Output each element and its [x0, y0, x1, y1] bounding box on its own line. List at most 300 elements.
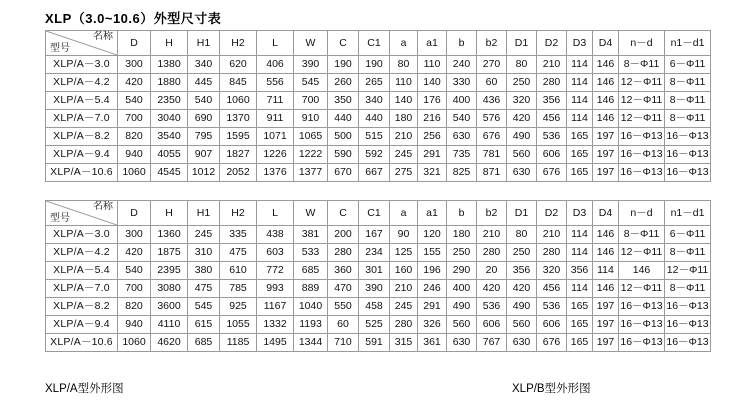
table-cell: 735 — [447, 146, 477, 164]
table-cell: 889 — [294, 280, 328, 298]
table-cell: 676 — [537, 164, 567, 182]
table-cell: 606 — [537, 146, 567, 164]
table-cell: 280 — [537, 244, 567, 262]
table-cell: 16－Φ13 — [665, 128, 711, 146]
table-cell: 114 — [567, 226, 593, 244]
table-cell: 356 — [537, 92, 567, 110]
table-cell: 190 — [328, 56, 359, 74]
table-cell: 576 — [477, 110, 507, 128]
table-cell: 545 — [294, 74, 328, 92]
table-cell: 1040 — [294, 298, 328, 316]
table-cell: 330 — [447, 74, 477, 92]
table-cell: 197 — [593, 334, 619, 352]
table-cell: 540 — [118, 262, 151, 280]
table-cell: 12－Φ11 — [619, 280, 665, 298]
table-cell: 4620 — [151, 334, 188, 352]
table-cell: 280 — [537, 74, 567, 92]
table-cell: 8－Φ11 — [619, 226, 665, 244]
row-model-label: XLP/A－7.0 — [46, 110, 118, 128]
table-cell: 390 — [359, 280, 390, 298]
table-cell: 685 — [188, 334, 220, 352]
table-cell: 1060 — [118, 164, 151, 182]
spec-table-a-container — [45, 30, 711, 182]
table-cell: 8－Φ11 — [665, 74, 711, 92]
table-cell: 4545 — [151, 164, 188, 182]
table-cell: 1222 — [294, 146, 328, 164]
table-cell: 2350 — [151, 92, 188, 110]
table-cell: 16－Φ13 — [619, 164, 665, 182]
table-cell: 993 — [257, 280, 294, 298]
column-header: D3 — [567, 31, 593, 56]
table-cell: 676 — [477, 128, 507, 146]
table-cell: 400 — [447, 92, 477, 110]
column-header: D4 — [593, 201, 619, 226]
column-header: a — [390, 31, 418, 56]
table-cell: 606 — [537, 316, 567, 334]
column-header: b2 — [477, 31, 507, 56]
table-cell: 1193 — [294, 316, 328, 334]
table-cell: 630 — [507, 334, 537, 352]
table-cell: 16－Φ13 — [665, 334, 711, 352]
spec-table-b-container — [45, 200, 711, 352]
table-cell: 772 — [257, 262, 294, 280]
table-cell: 550 — [328, 298, 359, 316]
row-model-label: XLP/A－9.4 — [46, 146, 118, 164]
table-cell: 545 — [188, 298, 220, 316]
table-cell: 540 — [447, 110, 477, 128]
table-cell: 146 — [593, 280, 619, 298]
table-cell: 240 — [447, 56, 477, 74]
table-corner-header — [46, 31, 118, 56]
table-cell: 1376 — [257, 164, 294, 182]
table-cell: 155 — [418, 244, 447, 262]
table-cell: 1060 — [118, 334, 151, 352]
table-cell: 711 — [257, 92, 294, 110]
table-cell: 250 — [507, 74, 537, 92]
table-cell: 1012 — [188, 164, 220, 182]
table-cell: 536 — [477, 298, 507, 316]
table-cell: 176 — [418, 92, 447, 110]
table-cell: 216 — [418, 110, 447, 128]
table-cell: 196 — [418, 262, 447, 280]
table-cell: 291 — [418, 146, 447, 164]
table-cell: 1071 — [257, 128, 294, 146]
table-header-row — [46, 201, 711, 226]
table-cell: 606 — [477, 316, 507, 334]
table-cell: 700 — [118, 110, 151, 128]
table-cell: 490 — [447, 298, 477, 316]
corner-label-model: 型号 — [50, 43, 70, 54]
table-cell: 234 — [359, 244, 390, 262]
table-cell: 210 — [537, 226, 567, 244]
table-cell: 356 — [567, 262, 593, 280]
table-row — [46, 164, 711, 182]
table-cell: 420 — [507, 280, 537, 298]
table-row — [46, 262, 711, 280]
table-cell: 536 — [537, 128, 567, 146]
table-cell: 320 — [537, 262, 567, 280]
table-cell: 420 — [507, 110, 537, 128]
column-header: n1－d1 — [665, 201, 711, 226]
table-cell: 8－Φ11 — [665, 92, 711, 110]
table-cell: 146 — [593, 226, 619, 244]
table-cell: 560 — [507, 316, 537, 334]
table-cell: 667 — [359, 164, 390, 182]
table-cell: 60 — [328, 316, 359, 334]
table-cell: 940 — [118, 316, 151, 334]
table-cell: 326 — [418, 316, 447, 334]
table-cell: 1495 — [257, 334, 294, 352]
table-cell: 197 — [593, 298, 619, 316]
column-header: b — [447, 201, 477, 226]
column-header: W — [294, 31, 328, 56]
table-cell: 525 — [359, 316, 390, 334]
table-cell: 591 — [359, 334, 390, 352]
table-cell: 200 — [328, 226, 359, 244]
table-cell: 440 — [328, 110, 359, 128]
table-cell: 146 — [593, 74, 619, 92]
column-header: D4 — [593, 31, 619, 56]
table-cell: 256 — [418, 128, 447, 146]
table-cell: 210 — [390, 128, 418, 146]
table-cell: 676 — [537, 334, 567, 352]
column-header: H1 — [188, 31, 220, 56]
column-header: H2 — [220, 201, 257, 226]
table-cell: 197 — [593, 164, 619, 182]
table-cell: 110 — [390, 74, 418, 92]
table-cell: 1880 — [151, 74, 188, 92]
row-model-label: XLP/A－8.2 — [46, 128, 118, 146]
corner-label-model: 型号 — [50, 213, 70, 224]
table-cell: 690 — [188, 110, 220, 128]
table-cell: 310 — [188, 244, 220, 262]
table-cell: 590 — [328, 146, 359, 164]
table-cell: 700 — [118, 280, 151, 298]
table-cell: 670 — [328, 164, 359, 182]
table-cell: 140 — [390, 92, 418, 110]
table-cell: 1827 — [220, 146, 257, 164]
table-cell: 8－Φ11 — [665, 280, 711, 298]
column-header: a1 — [418, 31, 447, 56]
table-cell: 445 — [188, 74, 220, 92]
table-cell: 438 — [257, 226, 294, 244]
column-header: D3 — [567, 201, 593, 226]
table-cell: 140 — [418, 74, 447, 92]
table-cell: 907 — [188, 146, 220, 164]
table-cell: 3540 — [151, 128, 188, 146]
table-cell: 610 — [220, 262, 257, 280]
table-cell: 825 — [447, 164, 477, 182]
table-cell: 1167 — [257, 298, 294, 316]
table-cell: 420 — [118, 244, 151, 262]
column-header: D — [118, 201, 151, 226]
column-header: n－d — [619, 31, 665, 56]
table-cell: 146 — [593, 244, 619, 262]
table-cell: 301 — [359, 262, 390, 280]
table-header-row — [46, 31, 711, 56]
table-cell: 146 — [593, 56, 619, 74]
table-cell: 1344 — [294, 334, 328, 352]
corner-label-name: 名称 — [93, 201, 113, 212]
table-cell: 456 — [537, 280, 567, 298]
table-cell: 210 — [390, 280, 418, 298]
table-cell: 210 — [537, 56, 567, 74]
table-cell: 80 — [390, 56, 418, 74]
table-row — [46, 146, 711, 164]
table-cell: 16－Φ13 — [665, 316, 711, 334]
table-row — [46, 334, 711, 352]
table-cell: 114 — [567, 280, 593, 298]
row-model-label: XLP/A－9.4 — [46, 316, 118, 334]
table-cell: 12－Φ11 — [619, 244, 665, 262]
table-cell: 381 — [294, 226, 328, 244]
table-cell: 114 — [593, 262, 619, 280]
table-cell: 871 — [477, 164, 507, 182]
table-cell: 245 — [390, 298, 418, 316]
table-cell: 265 — [359, 74, 390, 92]
table-cell: 210 — [477, 226, 507, 244]
table-cell: 3600 — [151, 298, 188, 316]
table-cell: 500 — [328, 128, 359, 146]
table-cell: 180 — [447, 226, 477, 244]
table-cell: 4110 — [151, 316, 188, 334]
table-cell: 16－Φ13 — [665, 298, 711, 316]
table-cell: 280 — [477, 244, 507, 262]
table-cell: 8－Φ11 — [665, 244, 711, 262]
table-cell: 406 — [257, 56, 294, 74]
table-cell: 114 — [567, 74, 593, 92]
table-cell: 321 — [418, 164, 447, 182]
column-header: D — [118, 31, 151, 56]
table-cell: 556 — [257, 74, 294, 92]
column-header: W — [294, 201, 328, 226]
column-header: a — [390, 201, 418, 226]
table-cell: 16－Φ13 — [619, 316, 665, 334]
table-cell: 114 — [567, 56, 593, 74]
table-cell: 120 — [418, 226, 447, 244]
column-header: C1 — [359, 201, 390, 226]
table-cell: 1360 — [151, 226, 188, 244]
column-header: H — [151, 31, 188, 56]
table-cell: 165 — [567, 164, 593, 182]
table-cell: 475 — [220, 244, 257, 262]
table-cell: 356 — [507, 262, 537, 280]
table-row — [46, 280, 711, 298]
table-cell: 440 — [359, 110, 390, 128]
table-cell: 6－Φ11 — [665, 56, 711, 74]
table-cell: 167 — [359, 226, 390, 244]
column-header: H — [151, 201, 188, 226]
table-cell: 2052 — [220, 164, 257, 182]
table-cell: 350 — [328, 92, 359, 110]
table-cell: 16－Φ13 — [619, 128, 665, 146]
row-model-label: XLP/A－3.0 — [46, 226, 118, 244]
table-cell: 475 — [188, 280, 220, 298]
table-cell: 12－Φ11 — [619, 74, 665, 92]
table-cell: 245 — [390, 146, 418, 164]
column-header: D2 — [537, 201, 567, 226]
table-cell: 436 — [477, 92, 507, 110]
table-cell: 16－Φ13 — [665, 164, 711, 182]
table-cell: 197 — [593, 128, 619, 146]
table-cell: 16－Φ13 — [665, 146, 711, 164]
table-cell: 925 — [220, 298, 257, 316]
row-model-label: XLP/A－7.0 — [46, 280, 118, 298]
table-cell: 80 — [507, 56, 537, 74]
table-cell: 3080 — [151, 280, 188, 298]
spec-table-b — [45, 200, 711, 352]
table-cell: 80 — [507, 226, 537, 244]
table-cell: 615 — [188, 316, 220, 334]
caption-model-a: XLP/A型外形图 — [45, 383, 124, 395]
table-cell: 1380 — [151, 56, 188, 74]
column-header: L — [257, 201, 294, 226]
table-cell: 291 — [418, 298, 447, 316]
table-cell: 12－Φ11 — [619, 110, 665, 128]
table-cell: 620 — [220, 56, 257, 74]
table-cell: 420 — [477, 280, 507, 298]
table-cell: 781 — [477, 146, 507, 164]
column-header: C — [328, 31, 359, 56]
table-cell: 90 — [390, 226, 418, 244]
table-cell: 60 — [477, 74, 507, 92]
table-cell: 820 — [118, 128, 151, 146]
table-cell: 270 — [477, 56, 507, 74]
table-cell: 146 — [619, 262, 665, 280]
table-cell: 785 — [220, 280, 257, 298]
table-cell: 114 — [567, 110, 593, 128]
table-cell: 16－Φ13 — [619, 298, 665, 316]
column-header: H2 — [220, 31, 257, 56]
table-cell: 845 — [220, 74, 257, 92]
table-cell: 560 — [507, 146, 537, 164]
spec-table-a — [45, 30, 711, 182]
table-cell: 146 — [593, 110, 619, 128]
table-cell: 940 — [118, 146, 151, 164]
table-cell: 16－Φ13 — [619, 334, 665, 352]
table-cell: 1185 — [220, 334, 257, 352]
table-cell: 12－Φ11 — [619, 92, 665, 110]
table-cell: 470 — [328, 280, 359, 298]
table-row — [46, 316, 711, 334]
column-header: a1 — [418, 201, 447, 226]
table-cell: 246 — [418, 280, 447, 298]
table-cell: 911 — [257, 110, 294, 128]
column-header: C1 — [359, 31, 390, 56]
table-cell: 335 — [220, 226, 257, 244]
row-model-label: XLP/A－8.2 — [46, 298, 118, 316]
caption-model-b: XLP/B型外形图 — [512, 383, 591, 395]
table-cell: 3040 — [151, 110, 188, 128]
page-title: XLP（3.0~10.6）外型尺寸表 — [45, 11, 222, 26]
table-row — [46, 298, 711, 316]
table-cell: 245 — [188, 226, 220, 244]
table-cell: 114 — [567, 244, 593, 262]
table-cell: 12－Φ11 — [665, 262, 711, 280]
row-model-label: XLP/A－10.6 — [46, 164, 118, 182]
table-cell: 290 — [447, 262, 477, 280]
table-cell: 275 — [390, 164, 418, 182]
table-cell: 592 — [359, 146, 390, 164]
table-cell: 390 — [294, 56, 328, 74]
table-cell: 280 — [328, 244, 359, 262]
table-cell: 536 — [537, 298, 567, 316]
table-cell: 380 — [188, 262, 220, 280]
row-model-label: XLP/A－4.2 — [46, 244, 118, 262]
table-cell: 456 — [537, 110, 567, 128]
column-header: n－d — [619, 201, 665, 226]
table-cell: 6－Φ11 — [665, 226, 711, 244]
table-cell: 110 — [418, 56, 447, 74]
column-header: b — [447, 31, 477, 56]
table-cell: 490 — [507, 298, 537, 316]
table-cell: 114 — [567, 92, 593, 110]
table-row — [46, 56, 711, 74]
row-model-label: XLP/A－5.4 — [46, 262, 118, 280]
table-cell: 1226 — [257, 146, 294, 164]
table-cell: 165 — [567, 146, 593, 164]
column-header: D1 — [507, 31, 537, 56]
table-cell: 515 — [359, 128, 390, 146]
table-cell: 20 — [477, 262, 507, 280]
table-cell: 1060 — [220, 92, 257, 110]
table-row — [46, 226, 711, 244]
table-cell: 1065 — [294, 128, 328, 146]
table-cell: 197 — [593, 146, 619, 164]
table-cell: 8－Φ11 — [619, 56, 665, 74]
table-cell: 165 — [567, 316, 593, 334]
table-cell: 767 — [477, 334, 507, 352]
table-cell: 146 — [593, 92, 619, 110]
column-header: L — [257, 31, 294, 56]
table-cell: 910 — [294, 110, 328, 128]
table-cell: 165 — [567, 298, 593, 316]
table-cell: 795 — [188, 128, 220, 146]
table-cell: 1595 — [220, 128, 257, 146]
table-cell: 190 — [359, 56, 390, 74]
table-cell: 300 — [118, 56, 151, 74]
table-cell: 300 — [118, 226, 151, 244]
table-cell: 250 — [507, 244, 537, 262]
column-header: C — [328, 201, 359, 226]
table-cell: 700 — [294, 92, 328, 110]
table-cell: 8－Φ11 — [665, 110, 711, 128]
table-cell: 1875 — [151, 244, 188, 262]
table-cell: 315 — [390, 334, 418, 352]
column-header: n1－d1 — [665, 31, 711, 56]
table-cell: 4055 — [151, 146, 188, 164]
column-header: D1 — [507, 201, 537, 226]
table-cell: 685 — [294, 262, 328, 280]
table-cell: 1370 — [220, 110, 257, 128]
table-cell: 340 — [188, 56, 220, 74]
table-cell: 540 — [118, 92, 151, 110]
table-cell: 1332 — [257, 316, 294, 334]
table-cell: 458 — [359, 298, 390, 316]
column-header: D2 — [537, 31, 567, 56]
table-cell: 533 — [294, 244, 328, 262]
table-row — [46, 92, 711, 110]
table-cell: 16－Φ13 — [619, 146, 665, 164]
table-cell: 160 — [390, 262, 418, 280]
table-cell: 125 — [390, 244, 418, 262]
table-cell: 165 — [567, 128, 593, 146]
table-row — [46, 74, 711, 92]
table-cell: 630 — [447, 334, 477, 352]
row-model-label: XLP/A－3.0 — [46, 56, 118, 74]
table-cell: 361 — [418, 334, 447, 352]
table-cell: 1055 — [220, 316, 257, 334]
